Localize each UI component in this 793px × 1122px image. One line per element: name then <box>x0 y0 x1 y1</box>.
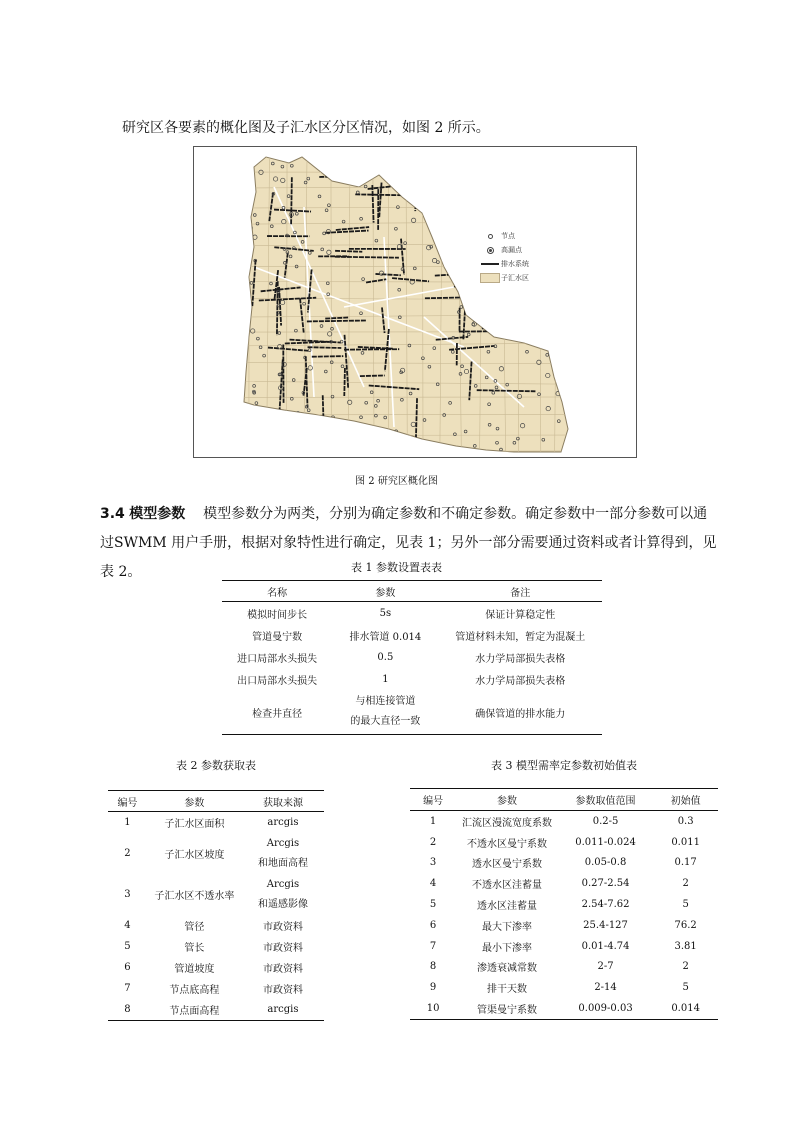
map-graphic <box>194 147 637 458</box>
table2 <box>108 790 324 1021</box>
table-cell: 5s <box>379 607 392 619</box>
subcatchment-icon <box>480 273 500 283</box>
table-cell: 市政资料 <box>262 964 303 975</box>
table-cell: 排干天数 <box>487 984 527 996</box>
table-row <box>108 812 324 834</box>
table-cell: 渗透衰减常数 <box>477 963 537 975</box>
table-row <box>222 646 602 668</box>
table-cell: 水力学局部损失表格 <box>475 675 566 687</box>
legend-label: 节点 <box>501 232 515 240</box>
table-cell: 不透水区曼宁系数 <box>467 838 547 850</box>
table-cell: 1 <box>124 817 131 828</box>
table-row <box>410 811 718 832</box>
table-cell: 确保管道的排水能力 <box>475 708 566 720</box>
table-cell: 2-14 <box>594 982 617 994</box>
table-cell: 2-7 <box>597 961 614 973</box>
table-header-row <box>222 581 602 602</box>
table-cell: 排水管道 0.014 <box>349 631 422 643</box>
table-cell: 子汇水区不透水率 <box>154 891 235 902</box>
table-row <box>222 624 602 646</box>
table-row <box>108 833 324 874</box>
table-cell: 透水区洼蓄量 <box>477 901 537 913</box>
cell-line: Arcgis <box>266 837 300 849</box>
table-cell: 6 <box>429 919 437 931</box>
table-cell: 0.01-4.74 <box>581 940 630 952</box>
study-area-map <box>193 146 637 458</box>
table-cell: 最大下渗率 <box>482 921 532 933</box>
table-cell: 1 <box>429 815 437 827</box>
table-cell: 7 <box>124 983 131 994</box>
table-row <box>410 853 718 874</box>
table-row <box>410 936 718 957</box>
section-body: 模型参数分为两类，分别为确定参数和不确定参数。确定参数中一部分参数可以通过SWMM 用户手册，根据对象特性进行确定，见表 1；另外一部分需要通过资料或者计算得到，见表 2。 <box>100 506 717 580</box>
table-cell: 管渠曼宁系数 <box>477 1005 537 1017</box>
table-cell: 0.3 <box>677 815 694 827</box>
cell-line: 的最大直径一致 <box>350 716 421 727</box>
table3 <box>410 788 718 1020</box>
table-cell: 最小下渗率 <box>482 942 532 954</box>
table-cell: 3 <box>124 889 131 900</box>
column-header: 备注 <box>510 587 531 599</box>
table-cell: 8 <box>124 1004 131 1015</box>
table-cell: 子汇水区坡度 <box>164 850 225 861</box>
table-cell: 0.05-0.8 <box>584 857 627 869</box>
table-row <box>108 915 324 936</box>
column-header: 参数 <box>375 587 396 599</box>
column-header: 编号 <box>117 797 138 809</box>
table-cell: 5 <box>682 982 689 994</box>
table-cell: 出口局部水头损失 <box>237 675 318 687</box>
table-cell: 管径 <box>184 922 205 933</box>
table-row <box>108 936 324 957</box>
cell-line: Arcgis <box>266 878 300 890</box>
table-cell: 3.81 <box>674 940 697 952</box>
legend-item-outfall <box>479 243 529 257</box>
table-row <box>222 690 602 735</box>
table-row <box>222 668 602 690</box>
table-row <box>108 874 324 915</box>
table3-caption: 表 3 模型需率定参数初始值表 <box>491 759 637 772</box>
table-cell: 管道坡度 <box>174 964 215 975</box>
outfall-icon <box>487 247 494 254</box>
legend-label: 高漏点 <box>501 246 522 254</box>
table-cell: 0.009-0.03 <box>578 1003 633 1015</box>
table-cell: 3 <box>429 857 437 869</box>
column-header: 参数 <box>497 796 517 807</box>
table-cell: 市政资料 <box>262 922 303 933</box>
table-cell: 5 <box>429 899 437 911</box>
table-cell: 8 <box>429 961 437 973</box>
table-cell: 0.011-0.024 <box>575 836 636 848</box>
table-row <box>410 957 718 978</box>
intro-paragraph: 研究区各要素的概化图及子汇水区分区情况，如图 2 所示。 <box>122 120 490 136</box>
table-cell: 7 <box>429 940 437 952</box>
section-number: 3.4 <box>100 506 125 522</box>
table-cell: 1 <box>382 673 389 685</box>
table-cell: 保证计算稳定性 <box>485 609 556 621</box>
table-cell: 9 <box>429 982 437 994</box>
column-header: 参数 <box>184 797 205 809</box>
table-cell: 透水区曼宁系数 <box>472 859 542 871</box>
table-cell: 0.17 <box>674 857 697 869</box>
drain-line-icon <box>481 263 499 265</box>
table-cell: 4 <box>429 878 437 890</box>
table-cell <box>332 690 438 735</box>
table-row <box>410 915 718 936</box>
table-cell: arcgis <box>267 1004 299 1015</box>
legend-label: 排水系统 <box>501 260 529 268</box>
table-cell: 0.5 <box>377 651 394 663</box>
table-cell: 6 <box>124 962 131 973</box>
table-row <box>108 978 324 999</box>
table-cell: 检查井直径 <box>252 708 303 720</box>
table-cell: 10 <box>426 1003 440 1015</box>
table-cell: 0.011 <box>671 836 700 848</box>
section-title: 模型参数 <box>129 506 186 522</box>
table-cell: 节点底高程 <box>169 985 220 996</box>
table-cell <box>242 833 324 874</box>
table-cell: 2 <box>682 878 689 890</box>
table-cell: 2 <box>682 961 689 973</box>
legend-item-drain <box>479 257 529 271</box>
table-cell <box>242 874 324 915</box>
table-cell: arcgis <box>267 817 299 828</box>
table-cell: 2 <box>429 836 437 848</box>
table-row <box>410 873 718 894</box>
legend-label: 子汇水区 <box>501 274 529 282</box>
table-cell: 进口局部水头损失 <box>237 653 318 665</box>
table-cell: 2 <box>124 848 131 859</box>
table1 <box>222 580 602 735</box>
column-header: 获取来源 <box>262 797 303 809</box>
table-cell: 节点面高程 <box>169 1006 220 1017</box>
table-cell: 25.4-127 <box>583 919 628 931</box>
table-cell: 0.27-2.54 <box>581 878 630 890</box>
table-cell: 5 <box>682 899 689 911</box>
column-header: 名称 <box>267 587 288 599</box>
figure-caption: 图 2 研究区概化图 <box>355 476 438 487</box>
column-header: 参数取值范围 <box>575 796 636 807</box>
table-cell: 0.2-5 <box>592 815 619 827</box>
table1-caption: 表 1 参数设置表表 <box>351 561 442 574</box>
table-cell: 管道曼宁数 <box>252 631 303 643</box>
column-header: 初始值 <box>670 796 701 807</box>
table-row <box>222 602 602 625</box>
table-cell: 管长 <box>184 943 205 954</box>
legend-item-subcatchment <box>479 271 529 285</box>
table-row <box>410 977 718 998</box>
cell-line: 和遥感影像 <box>257 898 308 910</box>
table-cell: 子汇水区面积 <box>164 819 225 830</box>
table-cell: 管道材料未知，暂定为混凝土 <box>455 631 586 643</box>
legend-item-node <box>479 229 529 243</box>
table-cell: 0.014 <box>671 1003 700 1015</box>
cell-line: 和地面高程 <box>257 857 308 869</box>
table-header-row <box>108 791 324 812</box>
table-cell: 5 <box>124 941 131 952</box>
table-row <box>410 832 718 853</box>
table-row <box>410 998 718 1019</box>
table-cell: 模拟时间步长 <box>247 609 308 621</box>
table-cell: 76.2 <box>674 919 697 931</box>
table-cell: 4 <box>124 920 131 931</box>
table-row <box>410 894 718 915</box>
table-row <box>108 957 324 978</box>
map-legend <box>479 229 529 285</box>
table-cell: 水力学局部损失表格 <box>475 653 566 665</box>
node-icon <box>488 234 493 239</box>
table-row <box>108 999 324 1021</box>
table-header-row <box>410 789 718 811</box>
table-cell: 汇流区漫流宽度系数 <box>462 817 552 829</box>
table-cell: 市政资料 <box>262 943 303 954</box>
table-cell: 市政资料 <box>262 985 303 996</box>
column-header: 编号 <box>423 796 444 807</box>
table-cell: 不透水区洼蓄量 <box>472 880 542 892</box>
cell-line: 与相连接管道 <box>355 696 416 707</box>
table-cell: 2.54-7.62 <box>581 899 630 911</box>
table2-caption: 表 2 参数获取表 <box>176 759 256 772</box>
